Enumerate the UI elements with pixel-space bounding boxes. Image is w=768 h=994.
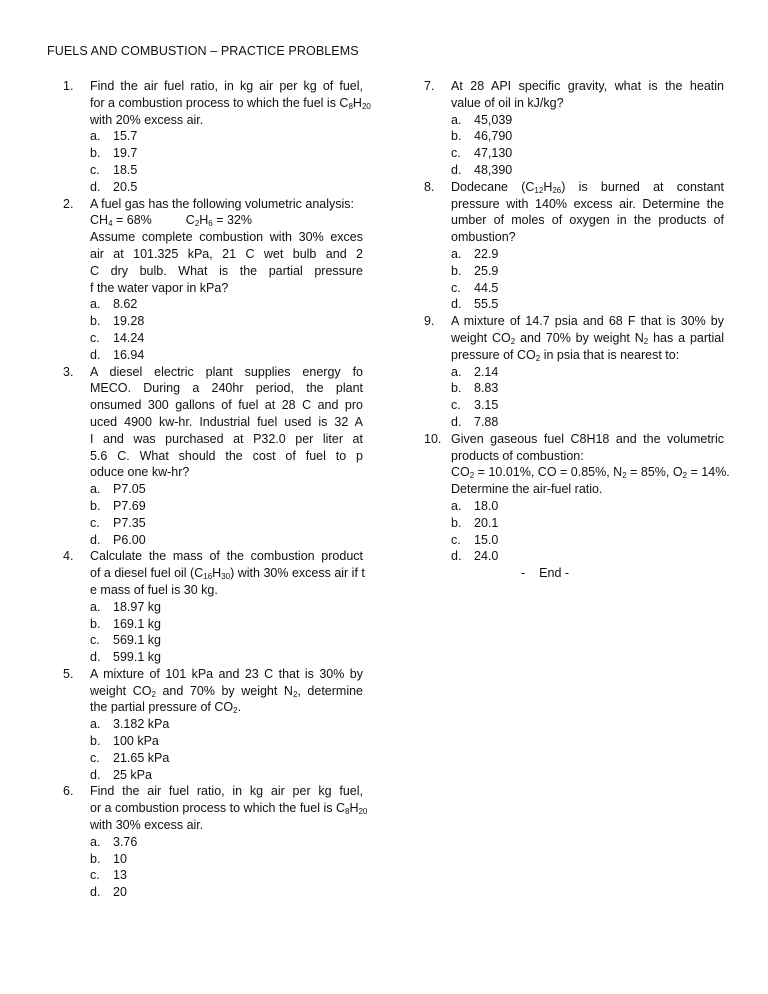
option-letter: a.: [451, 498, 462, 513]
option-value: 48,390: [474, 162, 513, 177]
problem-number: 3.: [63, 364, 74, 379]
subscript: 2: [469, 471, 475, 481]
question-fragment: = 32%: [212, 213, 253, 228]
question-fragment: Calculate the mass of the combustion product: [90, 549, 363, 564]
option-value: 15.0: [474, 532, 499, 547]
option-letter: d.: [90, 179, 101, 194]
question-fragment: products of combustion:: [451, 448, 584, 463]
option-letter: b.: [90, 314, 101, 329]
question-line: [451, 448, 724, 465]
option-letter: a.: [90, 129, 101, 144]
question-text: [90, 196, 363, 297]
option-value: 599.1 kg: [113, 650, 161, 665]
subscript: 16: [203, 572, 213, 582]
subscript: 2: [622, 471, 627, 481]
question-line: [451, 212, 724, 229]
problem-9: [424, 313, 724, 431]
question-fragment: weight CO: [451, 330, 511, 345]
question-line: [451, 229, 724, 246]
question-fragment: for a combustion process to which the fuel is C: [90, 95, 349, 110]
option-letter: a.: [90, 717, 101, 732]
answer-option: [90, 851, 363, 868]
problem-number: 6.: [63, 784, 74, 799]
question-line: [90, 112, 363, 129]
option-value: 22.9: [474, 246, 499, 261]
question-fragment: pressure of CO: [451, 347, 536, 362]
question-fragment: A diesel electric plant supplies energy fo: [90, 364, 363, 379]
question-fragment: 5.6 C. What should the cost of fuel to p: [90, 448, 363, 463]
answer-option: [90, 330, 363, 347]
question-fragment: = 68%: [112, 213, 152, 228]
question-fragment: ) with 30% excess air if t: [230, 566, 365, 581]
question-line: [90, 431, 363, 448]
question-fragment: H: [199, 213, 209, 228]
subscript: 30: [221, 572, 231, 582]
answer-option: [90, 750, 363, 767]
question-fragment: with 20% excess air.: [90, 112, 204, 127]
question-fragment: A mixture of 101 kPa and 23 C that is 30% by: [90, 666, 363, 681]
question-line: [451, 313, 724, 330]
question-fragment: ombustion?: [451, 230, 516, 245]
end-marker-text: -: [521, 566, 526, 581]
answer-option: [451, 280, 724, 297]
question-fragment: umber of moles of oxygen in the products of: [451, 213, 724, 228]
option-value: 2.14: [474, 364, 499, 379]
question-fragment: H: [543, 179, 553, 194]
question-line: [90, 196, 363, 213]
problem-4: [63, 548, 363, 666]
option-letter: c.: [90, 330, 100, 345]
option-letter: b.: [451, 515, 462, 530]
answer-options: [90, 481, 363, 548]
answer-option: [451, 548, 724, 565]
answer-option: [90, 767, 363, 784]
subscript: 12: [534, 185, 544, 195]
question-fragment: ) is burned at constant: [561, 179, 724, 194]
question-text: [451, 431, 730, 498]
question-fragment: air at 101.325 kPa, 21 C wet bulb and 2: [90, 246, 363, 261]
option-letter: d.: [451, 549, 462, 564]
question-text: [90, 666, 363, 716]
question-fragment: C: [185, 213, 195, 228]
answer-option: [451, 414, 724, 431]
question-fragment: or a combustion process to which the fuel is C: [90, 801, 345, 816]
option-letter: d.: [90, 532, 101, 547]
question-line: [90, 783, 363, 800]
option-letter: a.: [451, 364, 462, 379]
answer-option: [90, 296, 363, 313]
answer-option: [90, 616, 363, 633]
question-line: [90, 212, 363, 229]
option-value: 20: [113, 885, 127, 900]
question-text: [451, 179, 724, 246]
question-fragment: At 28 API specific gravity, what is the heatin: [451, 79, 724, 93]
answer-option: [451, 128, 724, 145]
question-line: [90, 800, 368, 817]
problem-number: 1.: [63, 79, 74, 93]
question-line: [90, 246, 363, 263]
answer-option: [90, 128, 363, 145]
question-line: [90, 548, 363, 565]
option-value: 18.97 kg: [113, 599, 161, 614]
answer-option: [451, 246, 724, 263]
answer-option: [90, 834, 363, 851]
option-value: 13: [113, 868, 127, 883]
option-value: 16.94: [113, 347, 145, 362]
question-line: [90, 565, 363, 582]
option-value: 55.5: [474, 297, 499, 312]
problem-5: [63, 666, 363, 784]
option-letter: b.: [451, 129, 462, 144]
option-value: 8.62: [113, 297, 138, 312]
answer-options: [90, 128, 363, 195]
question-line: [90, 683, 363, 700]
answer-options: [90, 599, 363, 666]
question-fragment: value of oil in kJ/kg?: [451, 95, 564, 110]
answer-option: [90, 716, 363, 733]
subscript: 2: [233, 706, 238, 716]
answer-option: [90, 867, 363, 884]
option-letter: c.: [451, 146, 461, 161]
answer-options: [90, 716, 363, 783]
question-fragment: H: [212, 566, 222, 581]
problem-number: 5.: [63, 666, 74, 681]
answer-option: [451, 498, 724, 515]
question-line: [90, 78, 363, 95]
option-value: P7.69: [113, 498, 146, 513]
option-letter: c.: [90, 162, 100, 177]
option-value: 8.83: [474, 381, 499, 396]
question-line: [90, 817, 363, 834]
question-fragment: and 70% by weight N: [515, 330, 644, 345]
option-value: 3.182 kPa: [113, 717, 170, 732]
option-value: 100 kPa: [113, 734, 159, 749]
question-fragment: pressure with 140% excess air. Determine the: [451, 196, 724, 211]
answer-option: [90, 632, 363, 649]
option-letter: a.: [451, 246, 462, 261]
question-fragment: Assume complete combustion with 30% exces: [90, 230, 363, 245]
option-value: 14.24: [113, 330, 145, 345]
answer-option: [451, 112, 724, 129]
option-letter: c.: [90, 515, 100, 530]
question-fragment: C dry bulb. What is the partial pressure: [90, 263, 363, 278]
option-value: 18.5: [113, 162, 138, 177]
option-value: 19.28: [113, 314, 145, 329]
question-line: [451, 431, 724, 448]
subscript: 4: [108, 219, 113, 229]
subscript: 20: [361, 101, 371, 111]
question-fragment: e mass of fuel is 30 kg.: [90, 582, 218, 597]
question-line: [90, 95, 371, 112]
option-value: 24.0: [474, 549, 499, 564]
option-letter: c.: [90, 750, 100, 765]
problem-3: [63, 364, 363, 549]
question-fragment: CO: [451, 465, 470, 480]
question-fragment: onsumed 300 gallons of fuel at 28 C and pro: [90, 398, 363, 413]
question-fragment: Determine the air-fuel ratio.: [451, 482, 603, 497]
question-line: [90, 397, 363, 414]
question-fragment: H: [352, 95, 362, 110]
option-value: P7.05: [113, 482, 146, 497]
option-value: 21.65 kPa: [113, 750, 170, 765]
option-letter: c.: [451, 398, 461, 413]
question-fragment: the partial pressure of CO: [90, 700, 234, 715]
option-letter: a.: [90, 599, 101, 614]
problem-number: 8.: [424, 179, 435, 194]
question-fragment: f the water vapor in kPa?: [90, 280, 229, 295]
problem-number: 10.: [424, 431, 442, 446]
left-column: [63, 78, 371, 901]
option-value: 45,039: [474, 112, 513, 127]
question-fragment: Dodecane (C: [451, 179, 535, 194]
option-letter: d.: [451, 162, 462, 177]
subscript: 6: [208, 219, 213, 229]
answer-option: [451, 263, 724, 280]
option-value: 7.88: [474, 414, 499, 429]
option-value: 3.15: [474, 398, 499, 413]
question-text: [90, 78, 371, 128]
problem-number: 4.: [63, 549, 74, 564]
answer-option: [451, 296, 724, 313]
answer-option: [90, 145, 363, 162]
question-fragment: oduce one kw-hr?: [90, 465, 190, 480]
option-value: 10: [113, 851, 127, 866]
question-line: [451, 179, 724, 196]
answer-options: [451, 364, 724, 431]
problem-6: [63, 783, 368, 901]
option-letter: d.: [90, 347, 101, 362]
option-value: 19.7: [113, 146, 138, 161]
question-fragment: CH: [90, 213, 109, 228]
answer-options: [451, 112, 724, 179]
question-fragment: and 70% by weight N: [155, 683, 293, 698]
right-column: [424, 78, 730, 582]
end-marker-text: End -: [539, 566, 570, 581]
question-line: [90, 280, 363, 297]
option-letter: c.: [90, 868, 100, 883]
problem-number: 2.: [63, 196, 74, 211]
option-letter: b.: [90, 734, 101, 749]
question-line: [90, 380, 363, 397]
option-value: 20.1: [474, 515, 499, 530]
question-text: [451, 78, 724, 112]
option-value: 25.9: [474, 263, 499, 278]
subscript: 26: [552, 185, 562, 195]
question-fragment: Find the air fuel ratio, in kg air per kg fuel,: [90, 784, 363, 799]
subscript: 2: [194, 219, 200, 229]
question-text: [90, 783, 368, 833]
question-line: [451, 95, 724, 112]
option-letter: c.: [90, 633, 100, 648]
problem-7: [424, 78, 724, 179]
question-fragment: Find the air fuel ratio, in kg air per kg of fuel,: [90, 79, 363, 93]
option-letter: c.: [451, 532, 461, 547]
problem-1: [63, 78, 371, 196]
option-value: 25 kPa: [113, 767, 152, 782]
question-fragment: .: [237, 700, 242, 715]
answer-option: [90, 599, 363, 616]
question-fragment: with 30% excess air.: [90, 818, 204, 833]
subscript: 2: [151, 689, 156, 699]
option-letter: a.: [90, 834, 101, 849]
question-fragment: A mixture of 14.7 psia and 68 F that is 30% by: [451, 314, 724, 329]
problem-number: 9.: [424, 314, 435, 329]
option-value: 569.1 kg: [113, 633, 161, 648]
option-letter: b.: [90, 498, 101, 513]
option-letter: b.: [451, 381, 462, 396]
option-letter: d.: [90, 767, 101, 782]
question-fragment: = 14%.: [687, 465, 730, 480]
question-line: [90, 582, 363, 599]
answer-options: [90, 296, 363, 363]
answer-option: [90, 498, 363, 515]
answer-option: [90, 532, 363, 549]
option-letter: b.: [90, 616, 101, 631]
question-line: [451, 330, 724, 347]
question-line: [90, 699, 363, 716]
question-line: [90, 448, 363, 465]
option-letter: d.: [90, 885, 101, 900]
question-line: [451, 464, 730, 481]
question-text: [90, 364, 363, 482]
option-letter: d.: [90, 650, 101, 665]
end-marker: [424, 565, 724, 582]
problem-10: [424, 431, 730, 565]
option-letter: c.: [451, 280, 461, 295]
answer-option: [90, 649, 363, 666]
answer-options: [90, 834, 363, 901]
option-letter: a.: [451, 112, 462, 127]
option-value: 46,790: [474, 129, 513, 144]
answer-option: [90, 515, 363, 532]
question-fragment: has a partial: [648, 330, 724, 345]
question-text: [90, 548, 363, 598]
subscript: 8: [344, 807, 350, 817]
subscript: 2: [535, 353, 541, 363]
question-line: [90, 666, 363, 683]
question-fragment: in psia that is nearest to:: [540, 347, 680, 362]
question-line: [90, 414, 363, 431]
option-letter: d.: [451, 414, 462, 429]
question-line: [90, 464, 363, 481]
answer-option: [451, 145, 724, 162]
answer-option: [90, 884, 363, 901]
question-fragment: = 10.01%, CO = 0.85%, N: [474, 465, 623, 480]
answer-options: [451, 498, 724, 565]
question-fragment: A fuel gas has the following volumetric analysis:: [90, 196, 355, 211]
option-value: P6.00: [113, 532, 146, 547]
answer-option: [451, 364, 724, 381]
option-letter: b.: [90, 146, 101, 161]
question-fragment: Given gaseous fuel C8H18 and the volumetric: [451, 431, 724, 446]
option-letter: b.: [451, 263, 462, 278]
question-fragment: I and was purchased at P32.0 per liter at: [90, 431, 363, 446]
question-fragment: uced 4900 kw-hr. Industrial fuel used is 32 A: [90, 414, 363, 429]
question-fragment: = 85%, O: [626, 465, 683, 480]
option-value: 47,130: [474, 146, 513, 161]
problem-2: [63, 196, 363, 364]
option-letter: a.: [90, 482, 101, 497]
answer-option: [90, 481, 363, 498]
question-fragment: of a diesel fuel oil (C: [90, 566, 204, 581]
question-line: [451, 78, 724, 95]
answer-option: [451, 162, 724, 179]
option-letter: a.: [90, 297, 101, 312]
subscript: 8: [348, 101, 353, 111]
option-value: 20.5: [113, 179, 138, 194]
answer-option: [90, 162, 363, 179]
option-value: 169.1 kg: [113, 616, 161, 631]
question-line: [451, 481, 724, 498]
subscript: 2: [510, 336, 516, 346]
subscript: 2: [643, 336, 649, 346]
question-line: [90, 229, 363, 246]
option-value: 15.7: [113, 129, 138, 144]
answer-option: [451, 532, 724, 549]
answer-option: [451, 515, 724, 532]
question-line: [90, 263, 363, 280]
option-letter: d.: [451, 297, 462, 312]
option-value: 44.5: [474, 280, 499, 295]
question-fragment: weight CO: [90, 683, 152, 698]
answer-option: [451, 397, 724, 414]
page-title: FUELS AND COMBUSTION – PRACTICE PROBLEMS: [47, 44, 359, 58]
question-text: [451, 313, 724, 363]
answer-option: [90, 733, 363, 750]
subscript: 2: [682, 471, 688, 481]
answer-option: [451, 380, 724, 397]
answer-option: [90, 347, 363, 364]
question-fragment: , determine: [297, 683, 364, 698]
problem-8: [424, 179, 724, 313]
subscript: 2: [292, 689, 298, 699]
question-line: [451, 347, 724, 364]
option-letter: b.: [90, 851, 101, 866]
question-line: [451, 196, 724, 213]
option-value: P7.35: [113, 515, 146, 530]
problem-number: 7.: [424, 79, 435, 93]
answer-option: [90, 313, 363, 330]
option-value: 3.76: [113, 834, 138, 849]
subscript: 20: [358, 807, 368, 817]
answer-option: [90, 179, 363, 196]
question-fragment: MECO. During a 240hr period, the plant: [90, 381, 363, 396]
option-value: 18.0: [474, 498, 499, 513]
question-fragment: H: [349, 801, 359, 816]
answer-options: [451, 246, 724, 313]
question-line: [90, 364, 363, 381]
